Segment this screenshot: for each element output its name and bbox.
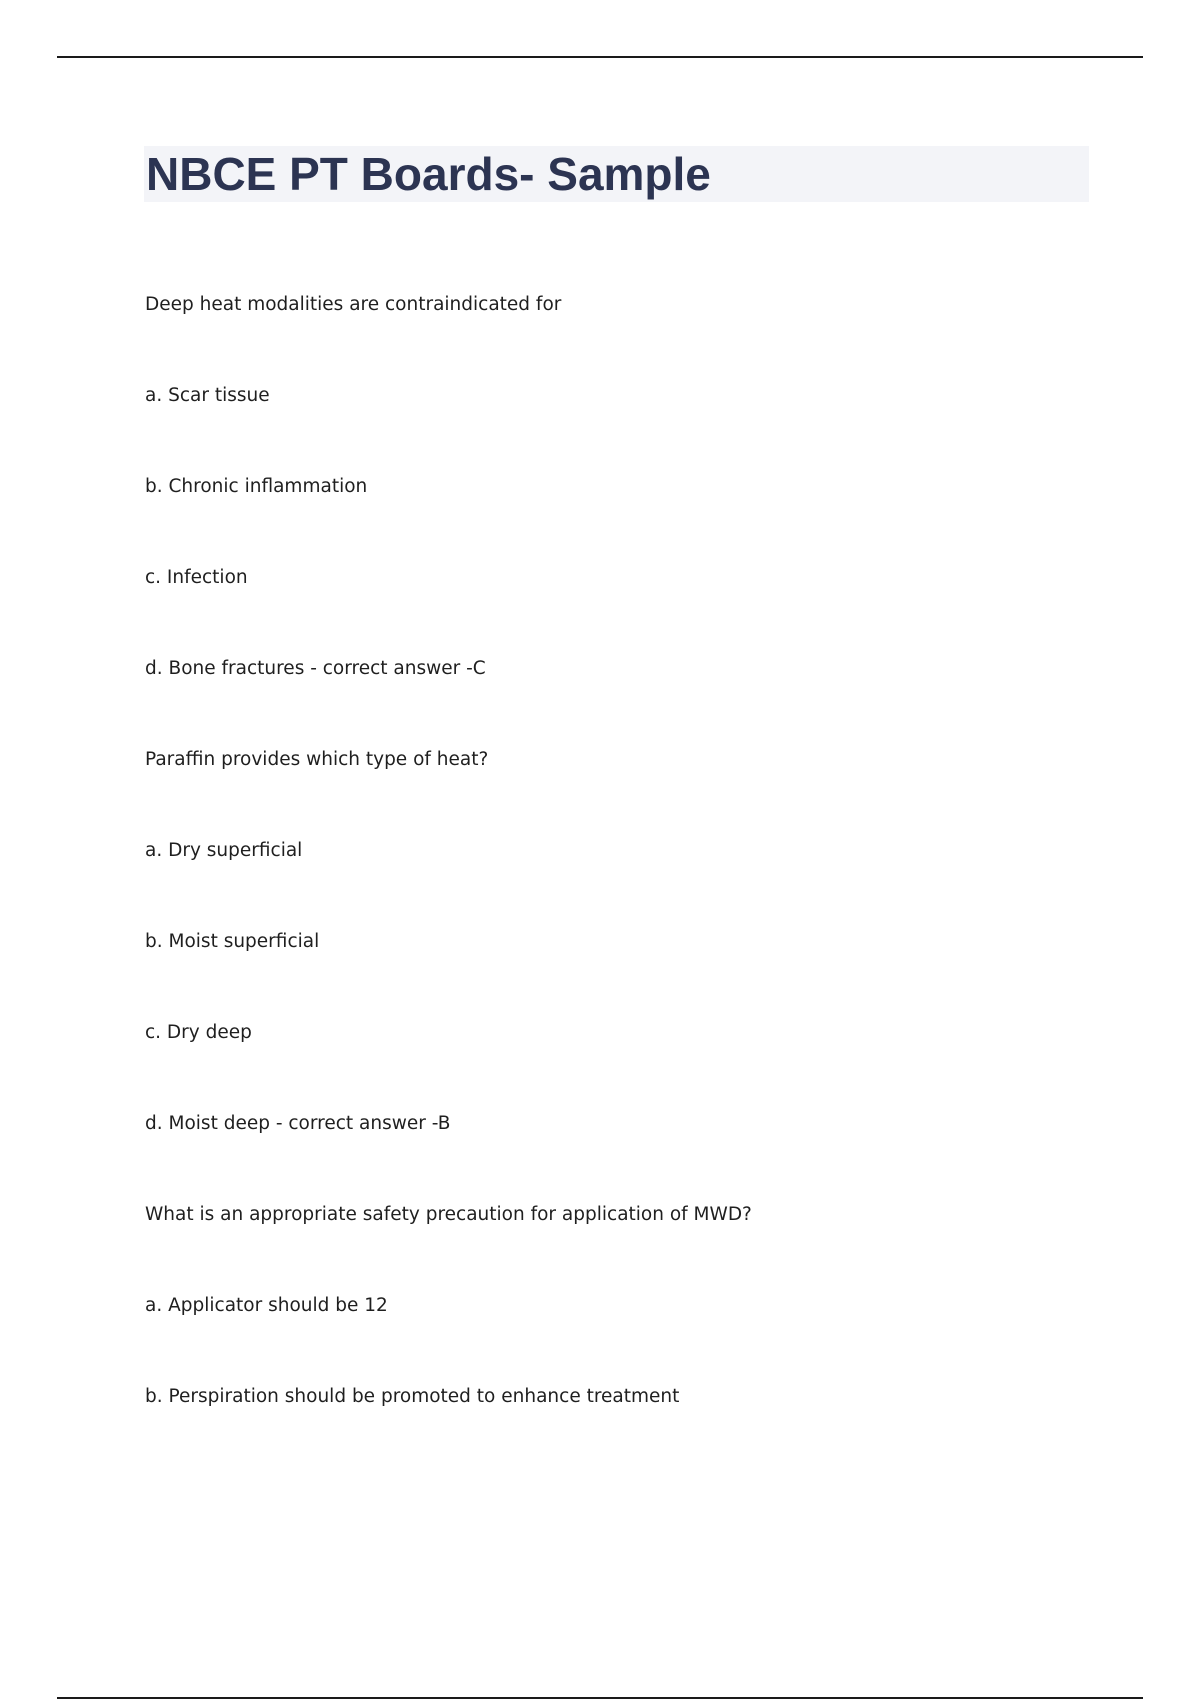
question-2-option-a: a. Dry superficial bbox=[145, 840, 303, 861]
question-list bbox=[145, 292, 1105, 1475]
question-2-option-b: b. Moist superficial bbox=[145, 931, 320, 952]
bottom-rule bbox=[57, 1697, 1143, 1699]
question-1-option-a: a. Scar tissue bbox=[145, 385, 270, 406]
question-1-option-c: c. Infection bbox=[145, 567, 248, 588]
question-1-option-b: b. Chronic inflammation bbox=[145, 476, 368, 497]
question-3-option-b: b. Perspiration should be promoted to enhance treatment bbox=[145, 1386, 680, 1407]
question-2-option-c: c. Dry deep bbox=[145, 1022, 252, 1043]
question-3-option-a: a. Applicator should be 12 bbox=[145, 1295, 388, 1316]
question-1-option-d-answer: d. Bone fractures - correct answer -C bbox=[145, 658, 486, 679]
question-1-text: Deep heat modalities are contraindicated for bbox=[145, 294, 562, 315]
question-2-option-d-answer: d. Moist deep - correct answer -B bbox=[145, 1113, 451, 1134]
document-title: NBCE PT Boards- Sample bbox=[146, 148, 711, 200]
question-3-text: What is an appropriate safety precaution for application of MWD? bbox=[145, 1204, 752, 1225]
question-2-text: Paraffin provides which type of heat? bbox=[145, 749, 489, 770]
top-rule bbox=[57, 56, 1143, 58]
